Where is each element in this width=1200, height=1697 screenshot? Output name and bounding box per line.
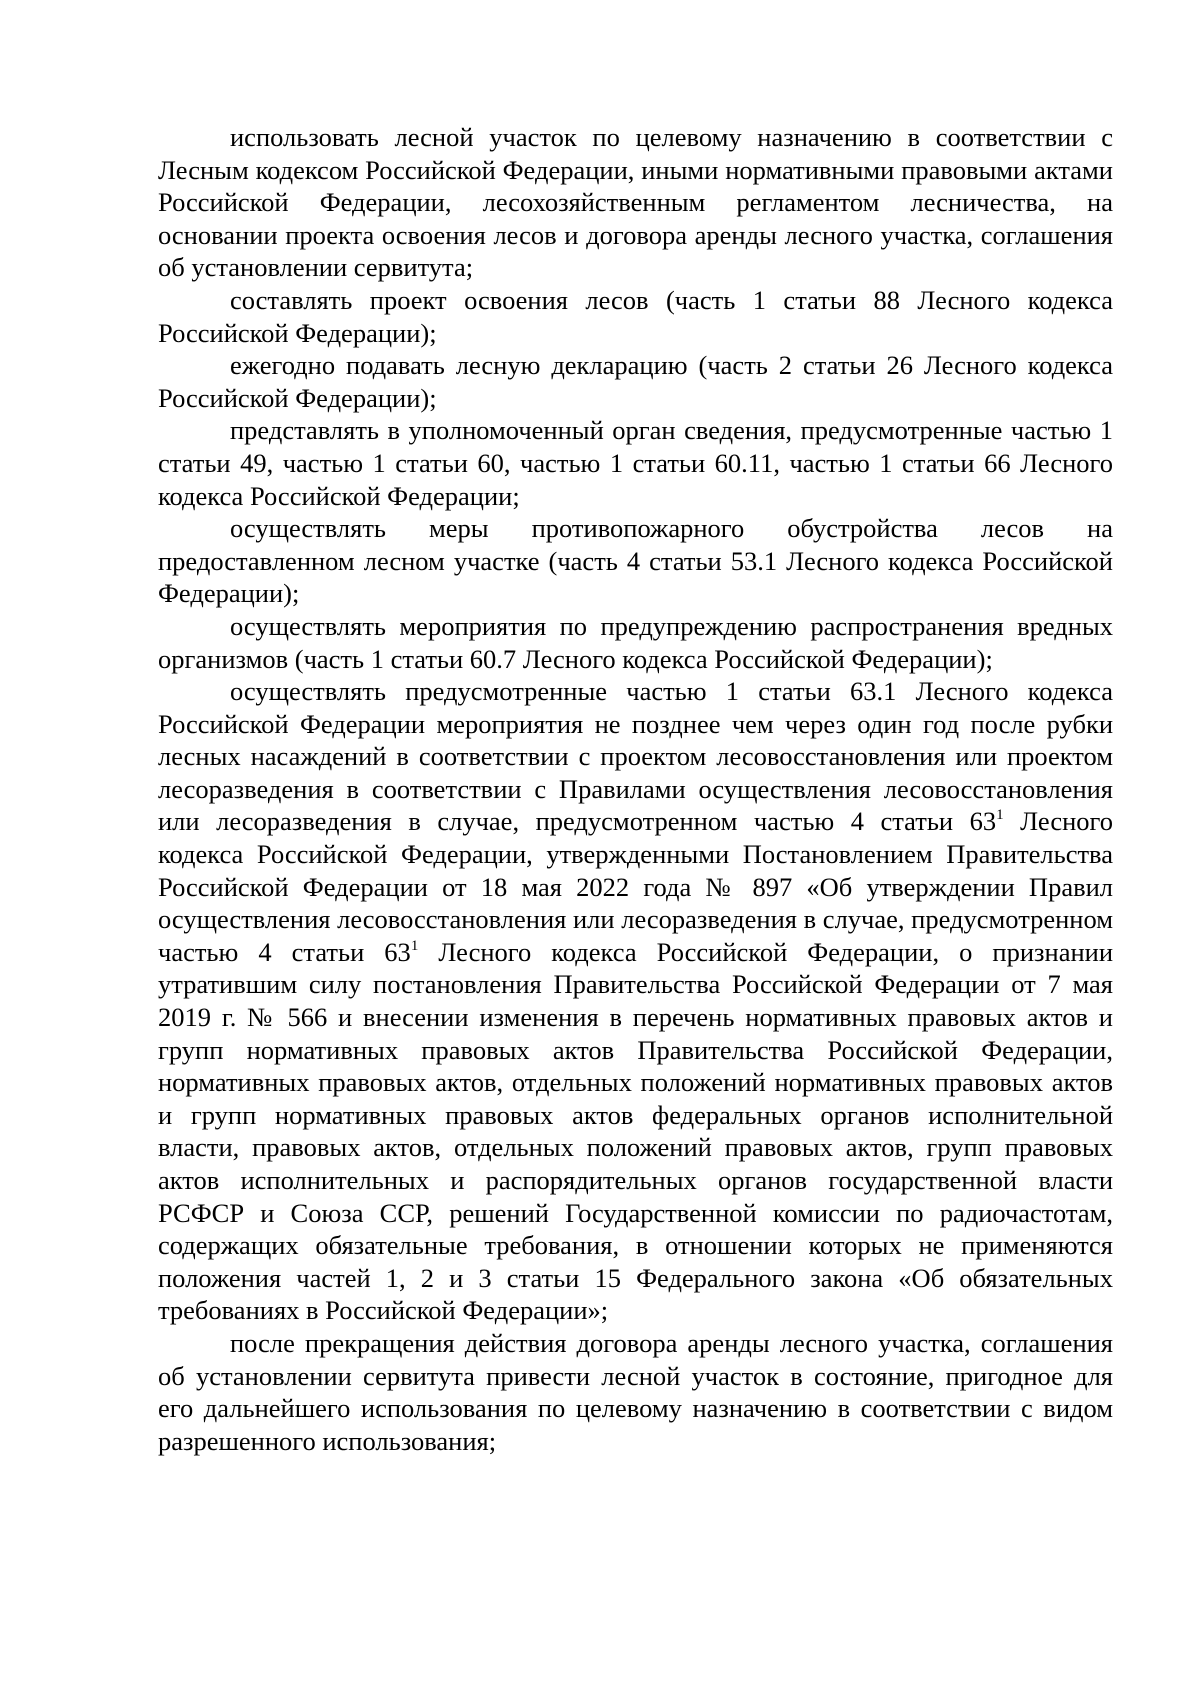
article-superscript-1: 1 — [996, 807, 1004, 824]
reforestation-text-part-3: Лесного кодекса Российской Федерации, о признании утратившим силу постановления Правительства Российской Федерации от 7 мая 2019 г. № 566 и внесении изменения в перечень нормативных правовых актов и групп нормативных правовых актов Правительства Российской Федерации, нормативных правовых актов, отдельных положений нормативных правовых актов и групп нормативных правовых актов федеральных органов исполнительной власти, правовых актов, отдельных положений правовых актов, групп правовых актов исполнительных и распорядительных органов государственной власти РСФСР и Союза ССР, решений Государственной комиссии по радиочастотам, содержащих обязательные требования, в отношении которых не применяются положения частей 1, 2 и 3 статьи 15 Федерального закона «Об обязательных требованиях в Российской Федерации»; — [158, 936, 1113, 1326]
paragraph-submit-information: представлять в уполномоченный орган сведения, предусмотренные частью 1 статьи 49, частью 1 статьи 60, частью 1 статьи 60.11, частью 1 статьи 66 Лесного кодекса Российской Федерации; — [158, 415, 1113, 511]
reforestation-text-part-1: осуществлять предусмотренные частью 1 статьи 63.1 Лесного кодекса Российской Федерации мероприятия не позднее чем через один год после рубки лесных насаждений в соответствии с проектом лесовосстановления или проектом лесоразведения в соответствии с Правилами осуществления лесовосстановления или лесоразведения в случае, предусмотренном частью 4 статьи 63 — [158, 676, 1113, 837]
document-body — [158, 121, 1113, 1457]
paragraph-fire-prevention: осуществлять меры противопожарного обустройства лесов на предоставленном лесном участке (часть 4 статьи 53.1 Лесного кодекса Российской Федерации); — [158, 513, 1113, 609]
paragraph-forest-declaration: ежегодно подавать лесную декларацию (часть 2 статьи 26 Лесного кодекса Российской Федерации); — [158, 350, 1113, 413]
reforestation-text-part-2: Лесного кодекса Российской Федерации, утвержденными Постановлением Правительства Российской Федерации от 18 мая 2022 года № 897 «Об утверждении Правил осуществления лесовосстановления или лесоразведения в случае, предусмотренном частью 4 статьи 63 — [158, 806, 1113, 967]
paragraph-use-forest-plot: использовать лесной участок по целевому назначению в соответствии с Лесным кодексом Российской Федерации, иными нормативными правовыми актами Российской Федерации, лесохозяйственным регламентом лесничества, на основании проекта освоения лесов и договора аренды лесного участка, соглашения об установлении сервитута; — [158, 122, 1113, 283]
article-superscript-2: 1 — [410, 937, 419, 954]
paragraph-forest-development-project: составлять проект освоения лесов (часть 1 статьи 88 Лесного кодекса Российской Федерации); — [158, 284, 1113, 348]
paragraph-pest-prevention: осуществлять мероприятия по предупреждению распространения вредных организмов (часть 1 статьи 60.7 Лесного кодекса Российской Федерации); — [158, 610, 1113, 674]
paragraph-reforestation-measures — [158, 675, 1113, 1327]
paragraph-restore-plot-condition: после прекращения действия договора аренды лесного участка, соглашения об установлении сервитута привести лесной участок в состояние, пригодное для его дальнейшего использования по целевому назначению в соответствии с видом разрешенного использования; — [158, 1327, 1113, 1456]
